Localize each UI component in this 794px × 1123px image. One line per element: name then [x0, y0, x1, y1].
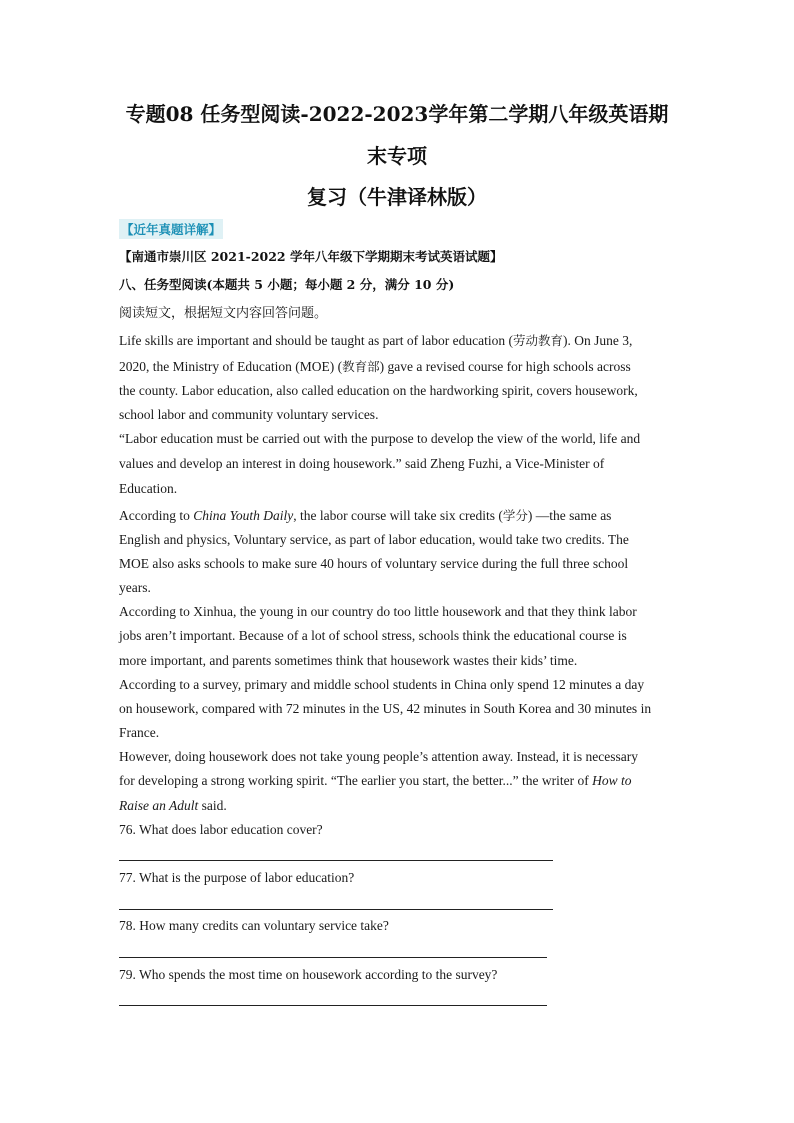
question-79: 79. Who spends the most time on housework according to the survey?: [119, 967, 498, 982]
passage-line: years.: [119, 580, 151, 595]
passage-line: English and physics, Voluntary service, as part of labor education, would take two credits. The: [119, 532, 629, 547]
passage-line: France.: [119, 725, 160, 740]
passage-line: However, doing housework does not take young people’s attention away. Instead, it is necessary: [119, 749, 638, 764]
passage-text: According to: [119, 508, 194, 523]
newspaper-title: China Youth Daily: [193, 508, 294, 523]
passage-text: Life skills are important and should be taught as part of labor education (: [119, 333, 514, 348]
instruction: 阅读短文，根据短文内容回答问题。: [119, 306, 328, 321]
passage-line: values and develop an interest in doing housework.” said Zheng Fuzhi, a Vice-Minister of: [119, 456, 605, 471]
passage-line: [119, 506, 611, 524]
passage-line: According to Xinhua, the young in our country do too little housework and that they think labor: [119, 604, 637, 619]
question-78: 78. How many credits can voluntary service take?: [119, 918, 389, 933]
passage-text: said.: [198, 798, 227, 813]
passage-line: [119, 357, 631, 375]
passage-line: on housework, compared with 72 minutes in the US, 42 minutes in South Korea and 30 minutes in: [119, 701, 652, 716]
question-76: 76. What does labor education cover?: [119, 822, 323, 837]
document-title-line-3: 复习（牛津译林版）: [307, 185, 487, 209]
question-77: 77. What is the purpose of labor education?: [119, 870, 355, 885]
section-tag: 【近年真题详解】: [119, 219, 223, 239]
passage-chinese-gloss: 教育部: [342, 359, 380, 374]
passage-line: Education.: [119, 481, 178, 496]
answer-line-78[interactable]: [119, 957, 547, 958]
passage-text: ) gave a revised course for high schools across: [379, 359, 631, 374]
answer-line-79[interactable]: [119, 1005, 547, 1006]
passage-text: ) —the same as: [527, 508, 612, 523]
document-title-line-1: 专题08 任务型阅读-2022-2023学年第二学期八年级英语期: [125, 102, 669, 126]
passage-text: , the labor course will take six credits (: [293, 508, 503, 523]
passage-line: the county. Labor education, also called education on the hardworking spirit, covers housework,: [119, 383, 638, 398]
book-title: How to: [592, 773, 632, 788]
passage-chinese-gloss: 劳动教育: [513, 333, 564, 348]
passage-line: jobs aren’t important. Because of a lot of school stress, schools think the educational course is: [119, 628, 627, 643]
document-title-line-2: 末专项: [367, 144, 427, 168]
answer-line-77[interactable]: [119, 909, 553, 910]
passage-text: 2020, the Ministry of Education (MOE) (: [119, 359, 343, 374]
passage-text: for developing a strong working spirit. “The earlier you start, the better...” the writer of: [119, 773, 593, 788]
passage-line: According to a survey, primary and middle school students in China only spend 12 minutes a day: [119, 677, 645, 692]
passage-line: [119, 331, 632, 349]
section-heading: 八、任务型阅读(本题共 5 小题；每小题 2 分，满分 10 分): [119, 277, 455, 292]
answer-line-76[interactable]: [119, 860, 553, 861]
exam-source: 【南通市崇川区 2021-2022 学年八年级下学期期末考试英语试题】: [119, 249, 503, 264]
passage-text: ). On June 3,: [563, 333, 633, 348]
passage-line: [119, 773, 632, 789]
passage-chinese-gloss: 学分: [502, 508, 528, 523]
passage-line: more important, and parents sometimes think that housework wastes their kids’ time.: [119, 653, 578, 668]
book-title: Raise an Adult: [119, 798, 199, 813]
passage-line: [119, 798, 227, 814]
passage-line: MOE also asks schools to make sure 40 hours of voluntary service during the full three school: [119, 556, 629, 571]
passage-line: “Labor education must be carried out with the purpose to develop the view of the world, life and: [119, 431, 641, 446]
passage-line: school labor and community voluntary services.: [119, 407, 379, 422]
